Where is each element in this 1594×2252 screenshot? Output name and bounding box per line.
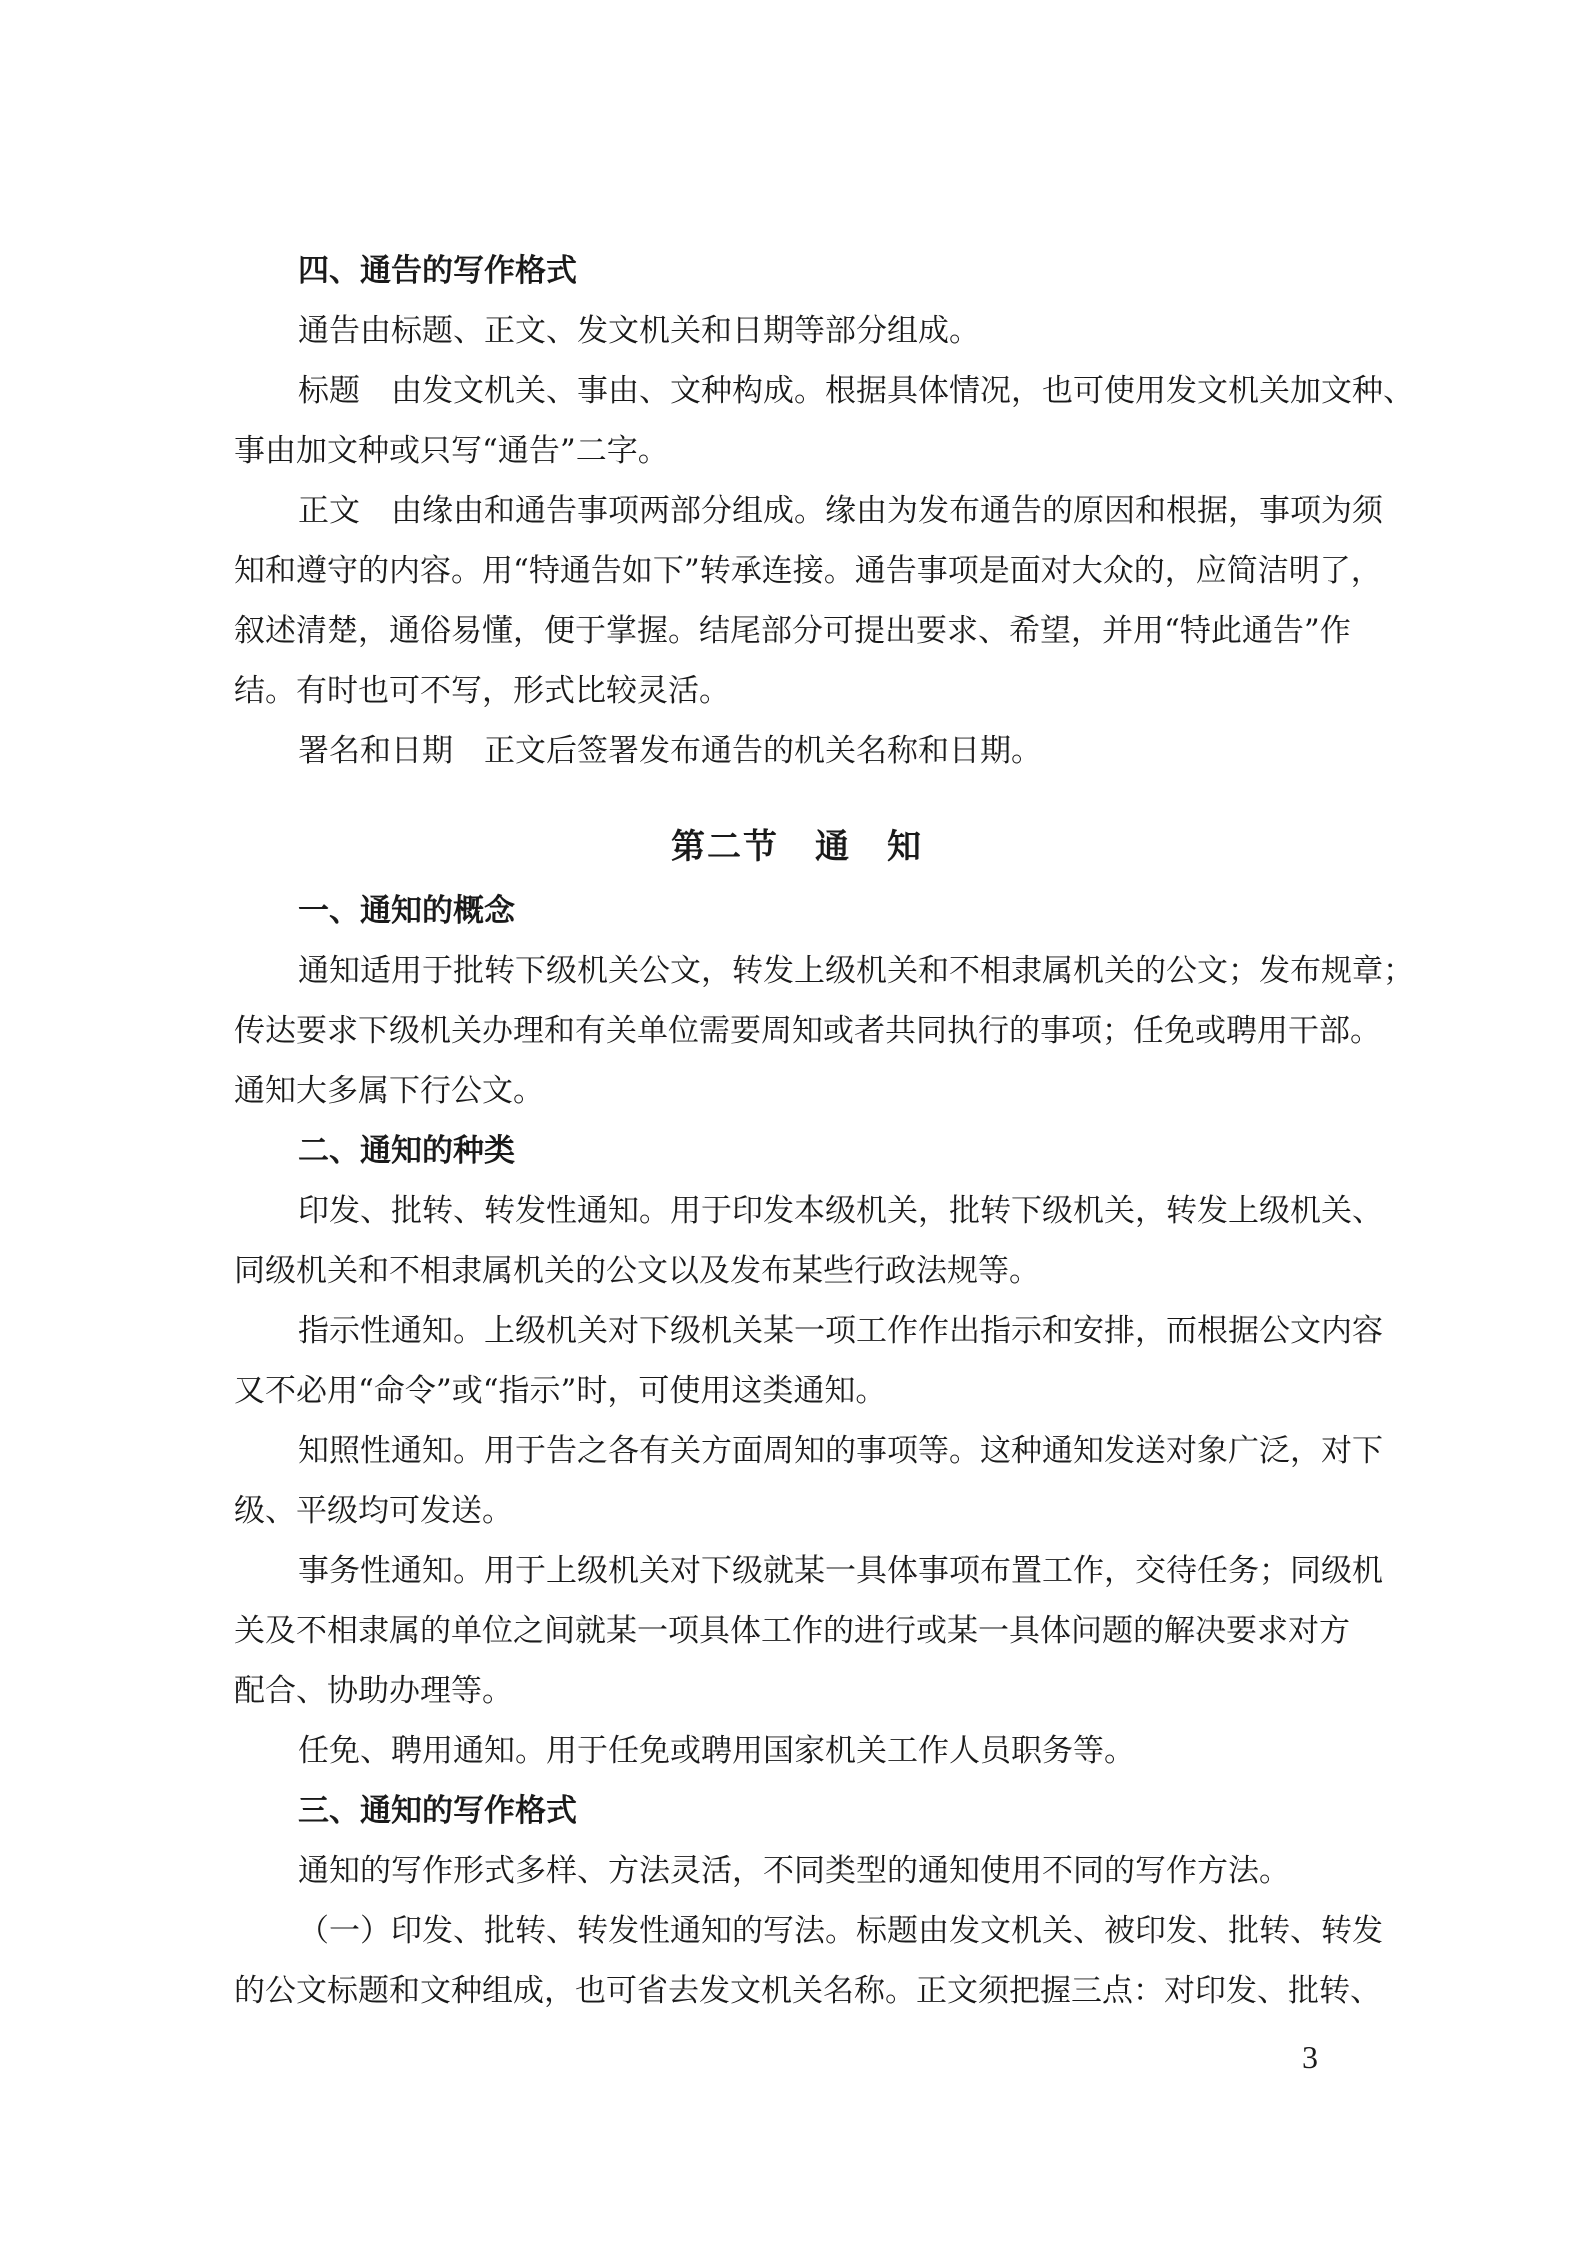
section-heading-format: 四、通告的写作格式 — [298, 253, 577, 289]
paragraph-text: 正文后签署发布通告的机关名称和日期。 — [484, 733, 1042, 769]
paragraph: 通知大多属下行公文。 — [234, 1073, 544, 1109]
paragraph: 事务性通知。用于上级机关对下级就某一具体事项布置工作，交待任务；同级机 — [298, 1553, 1383, 1589]
paragraph: 结。有时也可不写，形式比较灵活。 — [234, 673, 730, 709]
paragraph: （一）印发、批转、转发性通知的写法。标题由发文机关、被印发、批转、转发 — [298, 1913, 1383, 1949]
paragraph: 知和遵守的内容。用“特通告如下”转承连接。通告事项是面对大众的，应简洁明了， — [234, 553, 1382, 589]
paragraph: 知照性通知。用于告之各有关方面周知的事项等。这种通知发送对象广泛，对下 — [298, 1433, 1383, 1469]
section-heading-concept: 一、通知的概念 — [298, 893, 515, 929]
paragraph: 同级机关和不相隶属机关的公文以及发布某些行政法规等。 — [234, 1253, 1040, 1289]
paragraph: 通知适用于批转下级机关公文，转发上级机关和不相隶属机关的公文；发布规章； — [298, 953, 1414, 989]
paragraph: 级、平级均可发送。 — [234, 1493, 513, 1529]
section-title: 第二节 通 知 — [671, 827, 923, 867]
paragraph — [298, 371, 1414, 411]
section-heading-types: 二、通知的种类 — [298, 1133, 515, 1169]
paragraph-text: 由发文机关、事由、文种构成。根据具体情况，也可使用发文机关加文种、 — [391, 373, 1414, 409]
paragraph — [298, 731, 1042, 771]
paragraph: 任免、聘用通知。用于任免或聘用国家机关工作人员职务等。 — [298, 1733, 1135, 1769]
paragraph: 配合、协助办理等。 — [234, 1673, 513, 1709]
paragraph: 关及不相隶属的单位之间就某一项具体工作的进行或某一具体问题的解决要求对方 — [234, 1613, 1350, 1649]
page-number: 3 — [1302, 2039, 1318, 2075]
paragraph: 印发、批转、转发性通知。用于印发本级机关，批转下级机关，转发上级机关、 — [298, 1193, 1383, 1229]
term-label: 正文 — [298, 493, 360, 529]
paragraph: 指示性通知。上级机关对下级机关某一项工作作出指示和安排，而根据公文内容 — [298, 1313, 1383, 1349]
paragraph: 通知的写作形式多样、方法灵活，不同类型的通知使用不同的写作方法。 — [298, 1853, 1290, 1889]
paragraph-text: 由缘由和通告事项两部分组成。缘由为发布通告的原因和根据，事项为须 — [391, 493, 1383, 529]
term-label: 标题 — [298, 373, 360, 409]
term-label: 署名和日期 — [298, 733, 453, 769]
paragraph — [298, 491, 1383, 531]
paragraph: 传达要求下级机关办理和有关单位需要周知或者共同执行的事项；任免或聘用干部。 — [234, 1013, 1381, 1049]
paragraph: 叙述清楚，通俗易懂，便于掌握。结尾部分可提出要求、希望，并用“特此通告”作 — [234, 613, 1351, 649]
paragraph: 的公文标题和文种组成，也可省去发文机关名称。正文须把握三点：对印发、批转、 — [234, 1973, 1381, 2009]
paragraph: 又不必用“命令”或“指示”时，可使用这类通知。 — [234, 1373, 887, 1409]
section-heading-writing: 三、通知的写作格式 — [298, 1793, 577, 1829]
paragraph: 通告由标题、正文、发文机关和日期等部分组成。 — [298, 313, 980, 349]
paragraph: 事由加文种或只写“通告”二字。 — [234, 433, 669, 469]
